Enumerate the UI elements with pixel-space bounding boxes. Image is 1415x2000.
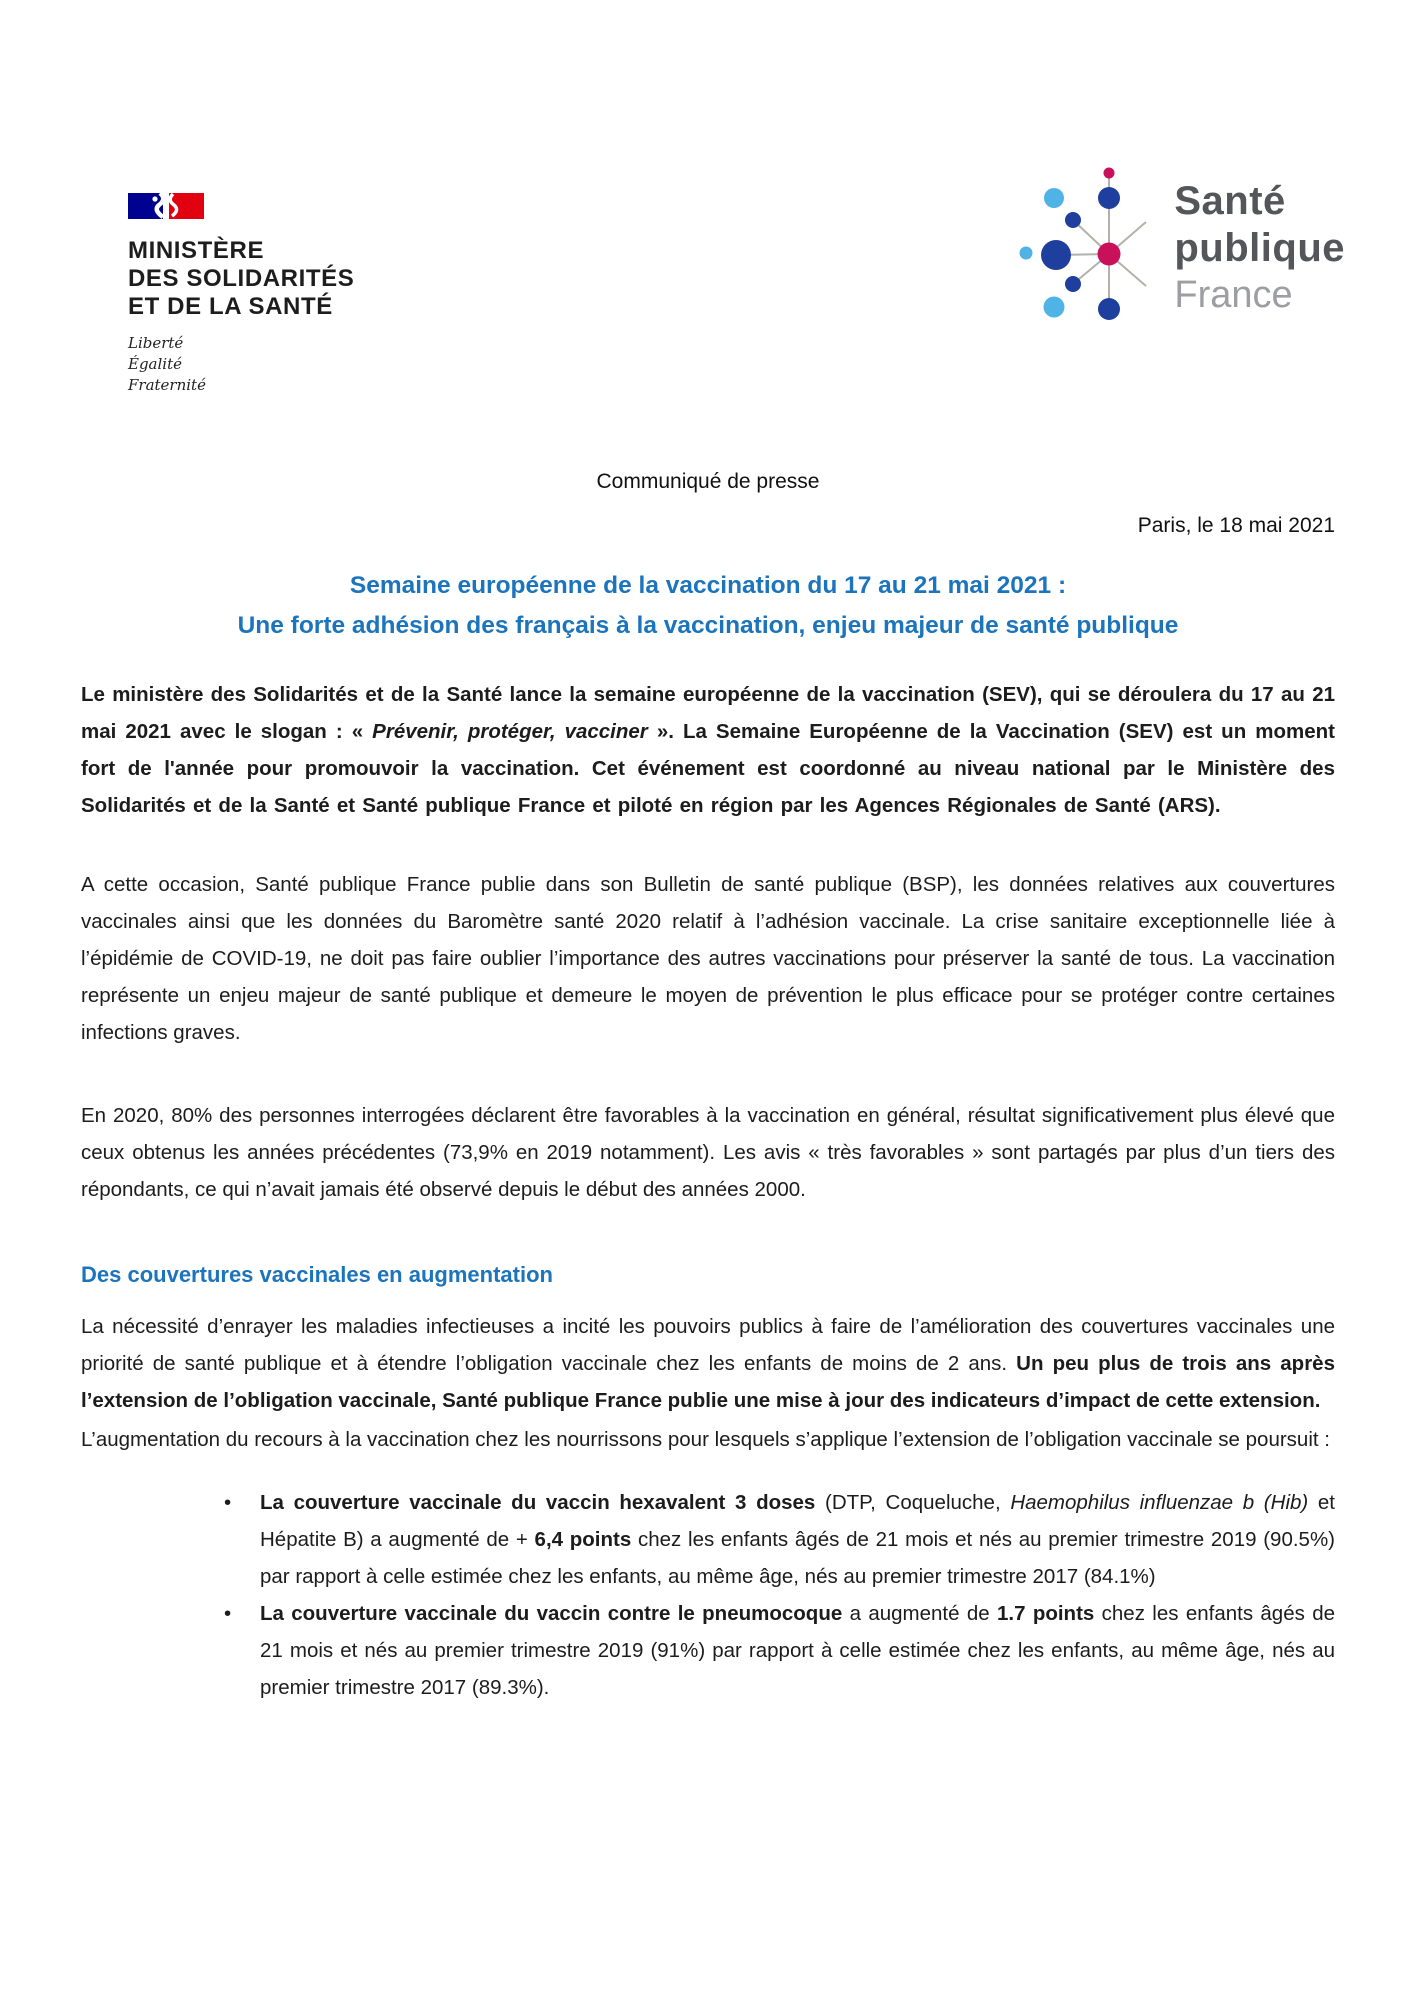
intro-paragraph: Le ministère des Solidarités et de la Santé lance la semaine européenne de la vaccination (SEV), qui se déroulera du 17 au 21 mai 2021 avec le slogan : « Prévenir, protéger, vacciner ». La Semaine Européenne de la Vaccination (SEV) est un moment fort de l'année pour promouvoir la vaccination. Cet événement est coordonné au niveau national par le Ministère des Solidarités et de la Santé et Santé publique France et piloté en région par les Agences Régionales de Santé (ARS). (81, 683, 1335, 817)
motto-line: Liberté (128, 334, 184, 352)
ministry-name-line: DES SOLIDARITÉS (128, 265, 355, 292)
section-heading-couvertures: Des couvertures vaccinales en augmentation (81, 1262, 553, 1287)
paragraph-augmentation: L’augmentation du recours à la vaccination chez les nourrissons pour lesquels s’applique l’extension de l’obligation vaccinale se poursuit : (81, 1428, 1330, 1452)
ministry-logo (128, 192, 354, 396)
spf-wordmark (1174, 178, 1345, 319)
paragraph-obligation: La nécessité d’enrayer les maladies infectieuses a incité les pouvoirs publics à faire de l’amélioration des couvertures vaccinales une priorité de santé publique et à étendre l’obligation vaccinale chez les enfants de moins de 2 ans. Un peu plus de trois ans après l’extension de l’obligation vaccinale, Santé publique France publie une mise à jour des indicateurs d’impact de cette extension. (81, 1315, 1335, 1413)
list-item-pneumocoque: • La couverture vaccinale du vaccin contre le pneumocoque a augmenté de 1.7 points chez les enfants âgés de 21 mois et nés au premier trimestre 2019 (91%) par rapport à celle estimée chez les enfants, au même âge, nés au premier trimestre 2017 (89.3%). (216, 1595, 1335, 1706)
paragraph-bsp: A cette occasion, Santé publique France publie dans son Bulletin de santé publique (BSP), les données relatives aux couvertures vaccinales ainsi que les données du Baromètre santé 2020 relatif à l’adhésion vaccinale. La crise sanitaire exceptionnelle liée à l’épidémie de COVID-19, ne doit pas faire oublier l’importance des autres vaccinations pour préserver la santé de tous. La vaccination représente un enjeu majeur de santé publique et demeure le moyen de prévention le plus efficace pour se protéger contre certaines infections graves. (81, 873, 1335, 1044)
spf-name-line: publique (1174, 226, 1345, 270)
document-body (81, 470, 1335, 1706)
doc-type-label: Communiqué de presse (596, 470, 820, 493)
spf-france-line: France (1174, 274, 1293, 316)
ministry-name (128, 237, 354, 321)
list-item-hexavalent: • La couverture vaccinale du vaccin hexavalent 3 doses (DTP, Coqueluche, Haemophilus influenzae b (Hib) et Hépatite B) a augmenté de + 6,4 points chez les enfants âgés de 21 mois et nés au premier trimestre 2019 (90.5%) par rapport à celle estimée chez les enfants, au même âge, nés au premier trimestre 2017 (84.1%) (216, 1484, 1335, 1595)
dateline: Paris, le 18 mai 2021 (1137, 514, 1335, 537)
title-line-1: Semaine européenne de la vaccination du 17 au 21 mai 2021 : (349, 572, 1067, 599)
page-title (81, 566, 1335, 646)
motto-line: Égalité (128, 355, 182, 373)
page-header (128, 160, 1345, 396)
paragraph-barometre: En 2020, 80% des personnes interrogées déclarent être favorables à la vaccination en général, résultat significativement plus élevé que ceux obtenus les années précédentes (73,9% en 2019 notamment). Les avis « très favorables » sont partagés par plus d’un tiers des répondants, ce qui n’avait jamais été observé depuis le début des années 2000. (81, 1104, 1335, 1201)
title-line-2: Une forte adhésion des français à la vaccination, enjeu majeur de santé publique (237, 612, 1179, 639)
ministry-motto (128, 333, 354, 396)
ministry-name-line: MINISTÈRE (128, 237, 265, 264)
spf-logo (1014, 160, 1345, 322)
spf-name-line: Santé (1174, 179, 1286, 223)
spf-dots-network-icon (1014, 160, 1164, 322)
french-flag-marianne-icon (128, 192, 204, 220)
ministry-name-line: ET DE LA SANTÉ (128, 293, 333, 320)
motto-line: Fraternité (128, 376, 206, 394)
bullet-list (81, 1484, 1335, 1706)
